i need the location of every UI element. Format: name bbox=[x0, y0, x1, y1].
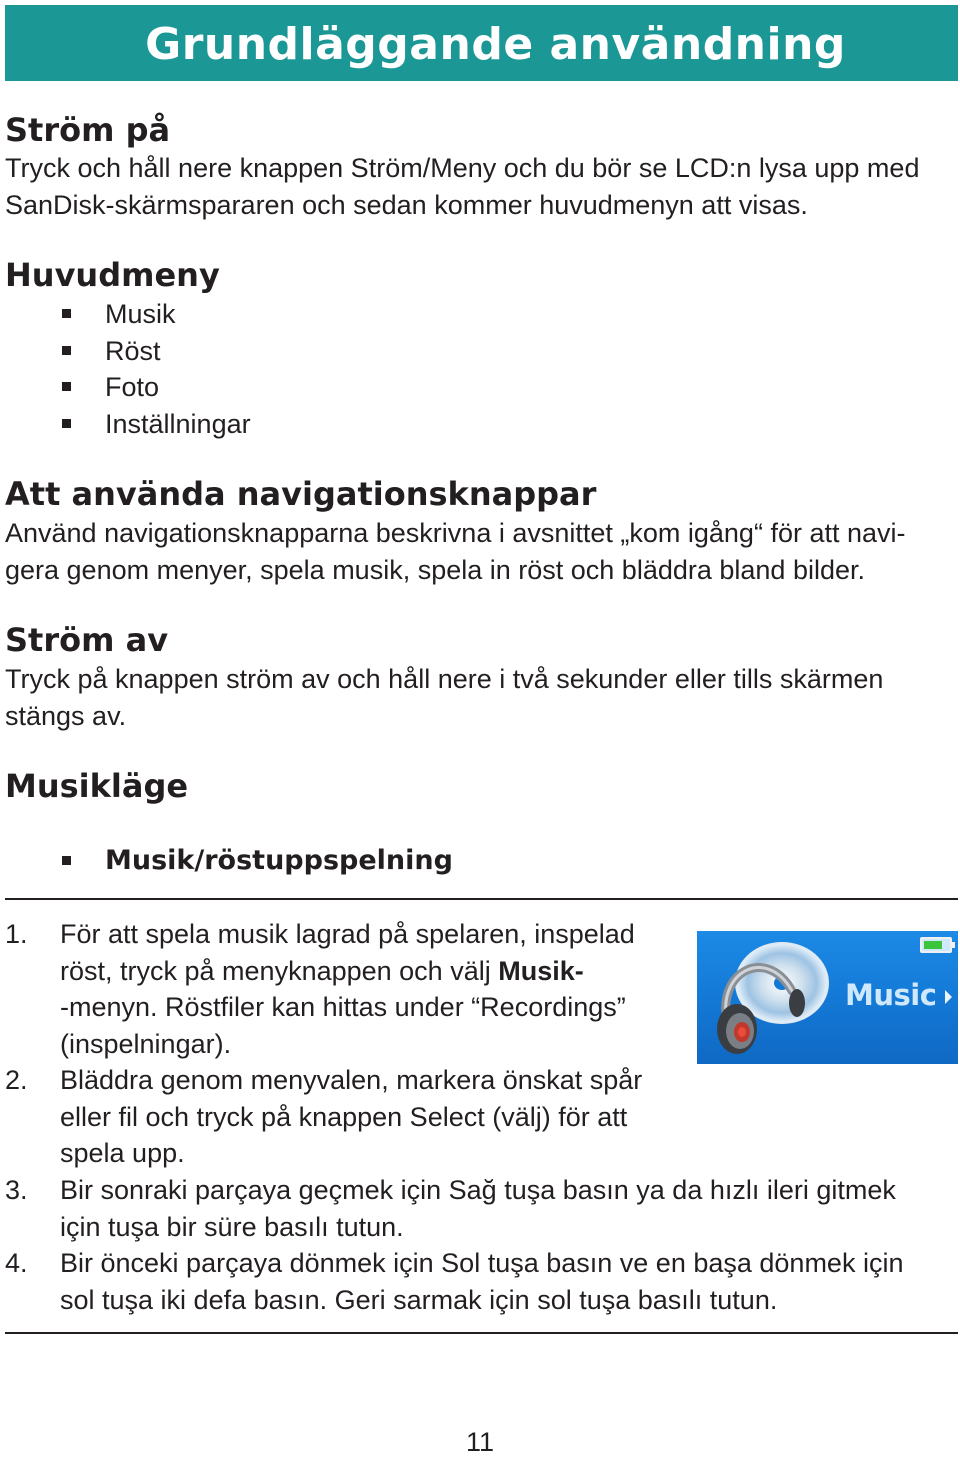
paragraph-navigation bbox=[5, 515, 955, 588]
list-item-label: Foto bbox=[105, 372, 160, 402]
heading-huvudmeny: Huvudmeny bbox=[5, 256, 220, 294]
heading-musiklage: Musikläge bbox=[5, 767, 189, 805]
strom-pa-line-1: Tryck och håll nere knappen Ström/Meny och du bör se LCD:n lysa upp med bbox=[5, 153, 920, 183]
step-line: Bir sonraki parçaya geçmek için Sağ tuşa basın ya da hızlı ileri gitmek bbox=[60, 1175, 896, 1205]
headphones-cd-icon bbox=[697, 931, 837, 1064]
paragraph-strom-av bbox=[5, 661, 955, 734]
music-screen-image bbox=[697, 931, 958, 1064]
heading-strom-pa: Ström på bbox=[5, 111, 171, 149]
strom-pa-line-2: SanDisk-skärmspararen och sedan kommer huvudmenyn att visas. bbox=[5, 189, 808, 220]
bullet-square-icon bbox=[62, 309, 71, 318]
page-number: 11 bbox=[465, 1427, 495, 1457]
divider bbox=[5, 898, 958, 900]
page-title: Grundläggande användning bbox=[145, 19, 846, 70]
bullet-square-icon bbox=[62, 856, 71, 865]
bullet-square-icon bbox=[62, 382, 71, 391]
step-number: 3. bbox=[5, 1175, 28, 1205]
step-line: için tuşa bir süre basılı tutun. bbox=[60, 1211, 404, 1242]
strom-av-line-2: stängs av. bbox=[5, 700, 127, 731]
step-text bbox=[60, 1245, 903, 1318]
step-number: 1. bbox=[5, 919, 28, 949]
step-line: röst, tryck på menyknappen och välj bbox=[60, 955, 499, 986]
step-line: (inspelningar). bbox=[60, 1028, 232, 1059]
step-line: För att spela musik lagrad på spelaren, inspelad bbox=[60, 919, 635, 949]
music-screen-label: Music bbox=[845, 978, 937, 1012]
navigation-line-2: gera genom menyer, spela musik, spela in röst och bläddra bland bilder. bbox=[5, 554, 865, 585]
sub-bullet-label: Musik/röstuppspelning bbox=[105, 845, 453, 876]
heading-strom-av: Ström av bbox=[5, 621, 169, 659]
step-line: Bir önceki parçaya dönmek için Sol tuşa basın ve en başa dönmek için bbox=[60, 1248, 904, 1278]
step-number: 4. bbox=[5, 1248, 28, 1278]
list-item-label: Röst bbox=[105, 336, 161, 366]
list-item-label: Musik bbox=[105, 299, 176, 329]
step-text bbox=[60, 1062, 642, 1172]
list-item-label: Inställningar bbox=[105, 409, 251, 439]
divider bbox=[5, 1332, 958, 1334]
bullet-square-icon bbox=[62, 419, 71, 428]
step-line: eller fil och tryck på knappen Select (välj) för att bbox=[60, 1101, 628, 1132]
step-text bbox=[60, 1172, 896, 1245]
step-line: -menyn. Röstfiler kan hittas under “Recordings” bbox=[60, 992, 626, 1022]
bullet-square-icon bbox=[62, 346, 71, 355]
step-number: 2. bbox=[5, 1065, 28, 1095]
step-text bbox=[60, 916, 635, 1062]
battery-icon bbox=[920, 937, 952, 953]
title-bar bbox=[5, 5, 958, 81]
right-arrow-icon bbox=[945, 990, 952, 1004]
strom-av-line-1: Tryck på knappen ström av och håll nere i två sekunder eller tills skärmen bbox=[5, 664, 884, 694]
step-line: sol tuşa iki defa basın. Geri sarmak için sol tuşa basılı tutun. bbox=[60, 1284, 778, 1315]
navigation-line-1: Använd navigationsknapparna beskrivna i avsnittet „kom igång“ för att navi- bbox=[5, 518, 906, 548]
step-line: spela upp. bbox=[60, 1138, 185, 1168]
step-bold-text: Musik- bbox=[498, 955, 584, 986]
heading-navigation: Att använda navigationsknappar bbox=[5, 475, 597, 513]
step-line: Bläddra genom menyvalen, markera önskat spår bbox=[60, 1065, 643, 1095]
paragraph-strom-pa bbox=[5, 150, 955, 223]
